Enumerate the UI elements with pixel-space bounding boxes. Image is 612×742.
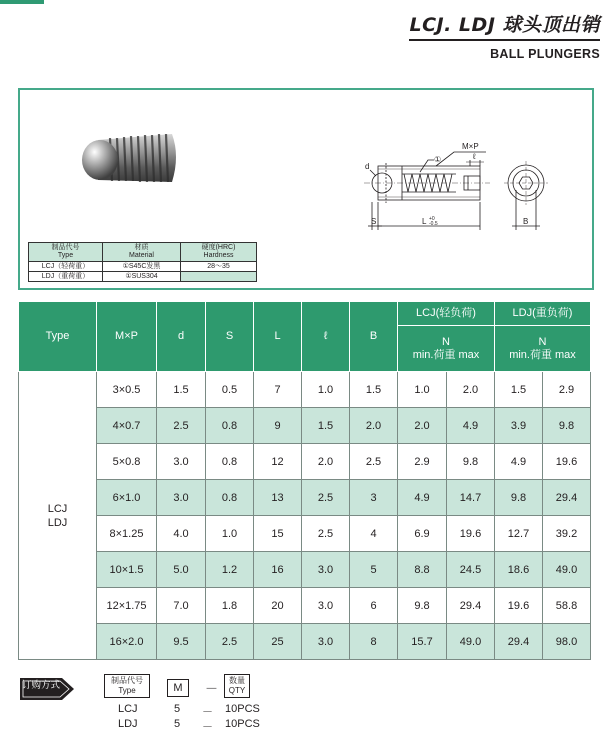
spec-cell: 24.5 — [447, 552, 495, 588]
spec-cell: 15.7 — [398, 624, 447, 660]
spec-cell: 2.9 — [543, 372, 591, 408]
header-en: Material — [129, 252, 154, 259]
spec-cell: 1.5 — [157, 372, 206, 408]
spec-cell: 3.0 — [302, 552, 350, 588]
spec-cell: 2.5 — [157, 408, 206, 444]
material-cell: 28～35 — [181, 262, 257, 272]
spec-cell: 13 — [254, 480, 302, 516]
product-photo — [76, 126, 186, 196]
spec-cell: 6.9 — [398, 516, 447, 552]
spec-row — [19, 588, 591, 624]
example-qty: 10PCS — [225, 718, 260, 730]
spec-cell: 0.8 — [206, 408, 254, 444]
header-d: d — [157, 302, 206, 372]
b-label: B — [523, 217, 529, 226]
spec-cell: 5 — [350, 552, 398, 588]
spec-cell: 12×1.75 — [97, 588, 157, 624]
spec-row — [19, 516, 591, 552]
product-figure-panel — [18, 88, 594, 290]
material-header-material — [103, 243, 181, 262]
material-number-label: ① — [434, 155, 442, 164]
spec-cell: 29.4 — [447, 588, 495, 624]
spec-cell: 4 — [350, 516, 398, 552]
spec-cell: 1.2 — [206, 552, 254, 588]
header-zh: 材质 — [134, 244, 149, 251]
spec-cell: 5.0 — [157, 552, 206, 588]
header-zh: 制品代号 — [51, 244, 80, 251]
example-m: 5 — [174, 703, 181, 715]
header-type: Type — [19, 302, 97, 372]
order-badge-label: 订购方式 — [21, 680, 60, 691]
spec-row — [19, 624, 591, 660]
order-m-box: M — [167, 679, 189, 697]
spec-cell: 3.0 — [157, 480, 206, 516]
spec-cell: 1.8 — [206, 588, 254, 624]
spec-table — [18, 301, 591, 660]
spec-cell: 16 — [254, 552, 302, 588]
spec-cell: 19.6 — [543, 444, 591, 480]
spec-cell: 3.0 — [302, 588, 350, 624]
spec-cell: 2.0 — [398, 408, 447, 444]
order-qty-en: QTY — [228, 686, 246, 695]
spec-cell: 8×1.25 — [97, 516, 157, 552]
spec-cell: 19.6 — [447, 516, 495, 552]
spec-cell: 19.6 — [495, 588, 543, 624]
spec-cell: 12 — [254, 444, 302, 480]
material-header-type — [29, 243, 103, 262]
material-row — [29, 262, 257, 272]
ell-label: ℓ — [473, 152, 476, 161]
order-code-zh: 制品代号 — [111, 676, 143, 685]
l-tol-sub: -0.5 — [429, 221, 438, 227]
header-minmax: min.荷重 max — [509, 348, 576, 361]
s-label: S — [371, 217, 377, 226]
spec-cell: 4.9 — [447, 408, 495, 444]
mxp-label: M×P — [462, 142, 479, 151]
page-title: LCJ. LDJ 球头顶出销 — [409, 10, 600, 41]
spec-cell: 3×0.5 — [97, 372, 157, 408]
header-mxp: M×P — [97, 302, 157, 372]
spec-cell: 4×0.7 — [97, 408, 157, 444]
order-dash: － — [205, 681, 219, 696]
material-cell — [181, 272, 257, 282]
d-label: d — [365, 162, 370, 171]
spec-cell: 7.0 — [157, 588, 206, 624]
example-type: LCJ — [118, 703, 138, 715]
header-s: S — [206, 302, 254, 372]
material-cell: LDJ（重荷重） — [29, 272, 103, 282]
header-en: Hardness — [203, 252, 234, 259]
spec-row — [19, 372, 591, 408]
material-row — [29, 272, 257, 282]
spec-cell: 29.4 — [495, 624, 543, 660]
spec-cell: 2.0 — [350, 408, 398, 444]
example-m: 5 — [174, 718, 181, 730]
header-zh: 硬度(HRC) — [201, 244, 236, 251]
header-ldj: LDJ(重负荷) — [495, 302, 591, 326]
spec-cell: 8.8 — [398, 552, 447, 588]
spec-cell: 98.0 — [543, 624, 591, 660]
spec-cell: 49.0 — [447, 624, 495, 660]
spec-cell: 49.0 — [543, 552, 591, 588]
page-header — [409, 10, 600, 61]
spec-cell: 4.0 — [157, 516, 206, 552]
spec-cell: 15 — [254, 516, 302, 552]
material-cell: ①SUS304 — [103, 272, 181, 282]
spec-cell: 5×0.8 — [97, 444, 157, 480]
spec-cell: 0.5 — [206, 372, 254, 408]
header-n: N — [538, 335, 547, 348]
spec-cell: 1.5 — [302, 408, 350, 444]
spec-header-row — [19, 302, 591, 326]
spec-cell: 1.0 — [302, 372, 350, 408]
header-lcj: LCJ(轻负荷) — [398, 302, 495, 326]
header-b: B — [350, 302, 398, 372]
material-cell: LCJ（轻荷重） — [29, 262, 103, 272]
spec-cell: 9.8 — [495, 480, 543, 516]
order-qty-box — [224, 674, 250, 698]
page-subtitle: BALL PLUNGERS — [490, 47, 600, 61]
spec-cell: 16×2.0 — [97, 624, 157, 660]
spec-cell: 2.5 — [302, 516, 350, 552]
spec-cell: 9.5 — [157, 624, 206, 660]
spec-cell: 1.0 — [398, 372, 447, 408]
spec-cell: 10×1.5 — [97, 552, 157, 588]
spec-table-body — [19, 372, 591, 660]
spec-cell: 9.8 — [447, 444, 495, 480]
spec-cell: 6 — [350, 588, 398, 624]
spec-cell: 1.5 — [495, 372, 543, 408]
ordering-section — [18, 670, 318, 734]
spec-cell: 2.5 — [206, 624, 254, 660]
material-table — [28, 242, 257, 282]
spec-cell: 9.8 — [398, 588, 447, 624]
spec-cell: 9 — [254, 408, 302, 444]
spec-cell: 6×1.0 — [97, 480, 157, 516]
header-en: Type — [57, 252, 74, 259]
l-tol-sup: +0 — [429, 216, 435, 222]
example-type: LDJ — [118, 718, 138, 730]
spec-cell: 4.9 — [398, 480, 447, 516]
spec-cell: 25 — [254, 624, 302, 660]
spec-cell: 39.2 — [543, 516, 591, 552]
material-header-row — [29, 243, 257, 262]
l-label: L — [422, 217, 427, 226]
spec-cell: 3.0 — [302, 624, 350, 660]
header-l: L — [254, 302, 302, 372]
spec-cell: 0.8 — [206, 480, 254, 516]
example-qty: 10PCS — [225, 703, 260, 715]
spec-cell: 4.9 — [495, 444, 543, 480]
spec-cell: 1.5 — [350, 372, 398, 408]
spec-row — [19, 444, 591, 480]
corner-mark — [0, 0, 44, 4]
header-minmax: min.荷重 max — [412, 348, 480, 361]
spec-row — [19, 480, 591, 516]
spec-row — [19, 408, 591, 444]
spec-cell: 2.5 — [302, 480, 350, 516]
spec-cell: 14.7 — [447, 480, 495, 516]
order-code-en: Type — [118, 686, 136, 695]
spec-cell: 7 — [254, 372, 302, 408]
example-dash: － — [202, 721, 213, 733]
spec-cell: 58.8 — [543, 588, 591, 624]
spec-cell: 2.5 — [350, 444, 398, 480]
order-qty-zh: 数量 — [229, 676, 245, 685]
header-n: N — [442, 335, 450, 348]
header-ldj-load — [495, 326, 591, 372]
example-dash: － — [202, 706, 213, 718]
spec-cell: 3.0 — [157, 444, 206, 480]
spec-cell: 2.9 — [398, 444, 447, 480]
spec-cell: 18.6 — [495, 552, 543, 588]
spec-cell: 9.8 — [543, 408, 591, 444]
spec-cell: 3.9 — [495, 408, 543, 444]
spec-cell: 29.4 — [543, 480, 591, 516]
spec-cell: 20 — [254, 588, 302, 624]
material-header-hardness — [181, 243, 257, 262]
spec-cell: 0.8 — [206, 444, 254, 480]
type-cell: LCJ LDJ — [19, 372, 97, 660]
spec-row — [19, 552, 591, 588]
header-lcj-load — [398, 326, 495, 372]
order-code-box — [104, 674, 150, 698]
spec-cell: 1.0 — [206, 516, 254, 552]
spec-cell: 8 — [350, 624, 398, 660]
spec-cell: 3 — [350, 480, 398, 516]
spec-cell: 12.7 — [495, 516, 543, 552]
technical-drawing — [358, 130, 558, 240]
header-ell: ℓ — [302, 302, 350, 372]
spec-cell: 2.0 — [302, 444, 350, 480]
material-cell: ①S45C发黑 — [103, 262, 181, 272]
spec-cell: 2.0 — [447, 372, 495, 408]
